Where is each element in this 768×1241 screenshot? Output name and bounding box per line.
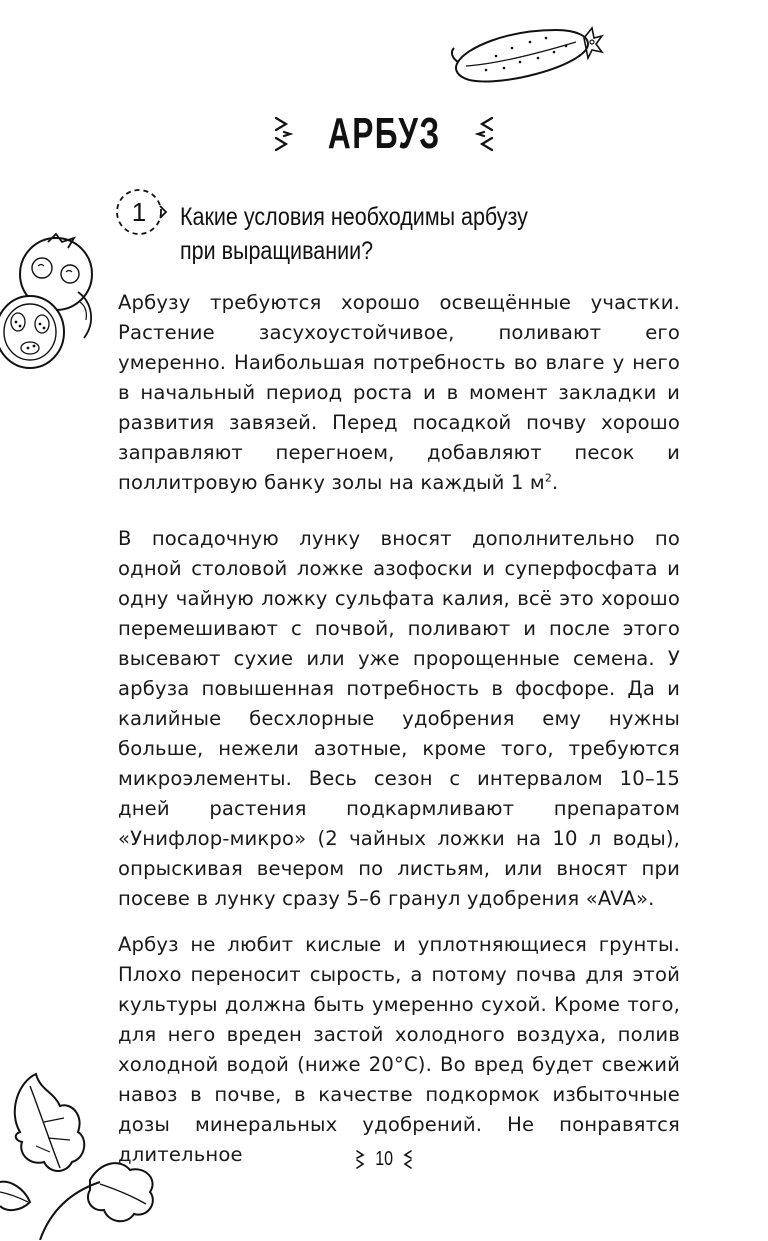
- chapter-title: [0, 104, 768, 164]
- paragraph-1-end: .: [552, 471, 559, 494]
- paragraph-2: В посадочную лунку вносят дополнительно по одной столовой ложке азофоски и суперфосфата и одну чайную ложку сульфата калия, всё это хорошо перемешивают с почвой, поливают и после этого высевают сухие или уже пророщенные семена. У арбуза повышенная потребность в фосфоре. Да и калийные бесхлорные удобрения ему нужны больше, нежели азотные, кроме того, требуются микроэлементы. Весь сезон с интервалом 10–15 дней растения подкармливают препаратом «Унифлор-микро» (2 чайных ложки на 10 л воды), опрыскивая вечером по листьям, или вносят при посеве в лунку сразу 5–6 гранул удобрения «AVA».: [118, 527, 680, 910]
- page-number-footer: [0, 1145, 768, 1173]
- title-right-ornament-icon: [474, 114, 496, 154]
- question-title: [180, 200, 593, 268]
- superscript-2: 2: [544, 471, 553, 485]
- tomato-icon: [0, 232, 110, 374]
- question-number: 1: [131, 196, 147, 227]
- question-number-badge: [114, 186, 170, 238]
- page-number: 10: [375, 1147, 393, 1170]
- page-title: АРБУЗ: [327, 109, 441, 158]
- page-right-ornament-icon: [401, 1148, 413, 1170]
- question-title-line-1: Какие условия необходимы арбузу: [180, 203, 528, 231]
- paragraph-1-text: Арбузу требуются хорошо освещённые участки. Растение засухоустойчивое, поливают его умеренно. Наибольшая потребность во влаге у него в начальный период роста и в момент закладки и развития завязей. Перед посадкой почву хорошо заправляют перегноем, добавляют песок и поллитровую банку золы на каждый 1 м: [118, 291, 680, 494]
- cucumber-icon: [446, 18, 604, 90]
- paragraph-1: [118, 288, 680, 498]
- page-left-ornament-icon: [355, 1148, 367, 1170]
- paragraph-3: Арбуз не любит кислые и уплотняющиеся грунты. Плохо переносит сырость, а потому почва для этой культуры должна быть умеренно сухой. Кроме того, для него вреден застой холодного воздуха, полив холодной водой (ниже 20°С). Во вред будет свежий навоз в почве, в качестве подкормок избыточные дозы минеральных удобрений. Не понравятся длительное: [118, 933, 680, 1166]
- question-title-line-2: при выращивании?: [180, 237, 374, 265]
- title-left-ornament-icon: [272, 114, 294, 154]
